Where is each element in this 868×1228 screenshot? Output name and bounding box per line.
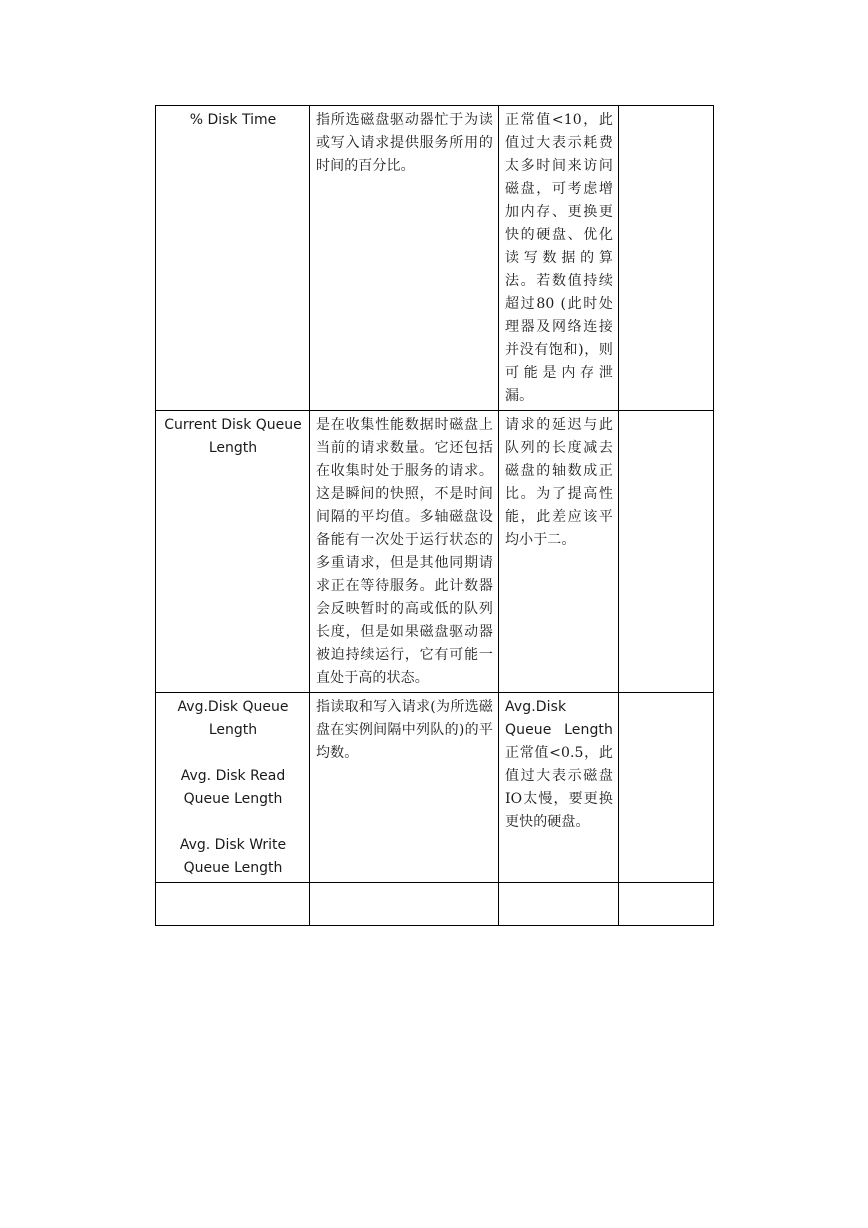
metric-name: Avg.Disk Queue Length xyxy=(177,699,289,738)
note-metric-name: Avg.Disk Queue Length xyxy=(505,699,613,738)
metric-name: Current Disk Queue Length xyxy=(164,417,302,456)
metric-name: % Disk Time xyxy=(189,112,277,128)
metric-cell xyxy=(156,411,310,693)
metric-cell xyxy=(156,883,310,926)
note-text: 正常值<0.5，此值过大表示磁盘IO太慢，要更换更快的硬盘。 xyxy=(505,745,613,830)
table-row xyxy=(156,693,714,883)
note-cell xyxy=(499,883,619,926)
extra-cell xyxy=(619,411,714,693)
metric-cell xyxy=(156,106,310,411)
note-cell: 正常值<10，此值过大表示耗费太多时间来访问磁盘，可考虑增加内存、更换更快的硬盘、优化读写数据的算法。若数值持续超过80 (此时处理器及网络连接并没有饱和)，则可能是内存泄漏。 xyxy=(499,106,619,411)
table-row xyxy=(156,411,714,693)
description-cell: 指读取和写入请求(为所选磁盘在实例间隔中列队的)的平均数。 xyxy=(310,693,499,883)
table-row xyxy=(156,106,714,411)
perf-counter-table xyxy=(155,105,714,926)
note-cell xyxy=(499,693,619,883)
metric-name: Avg. Disk Read Queue Length xyxy=(180,768,286,807)
description-cell: 是在收集性能数据时磁盘上当前的请求数量。它还包括在收集时处于服务的请求。这是瞬间的快照，不是时间间隔的平均值。多轴磁盘设备能有一次处于运行状态的多重请求，但是其他同期请求正在等待服务。此计数器会反映暂时的高或低的队列长度，但是如果磁盘驱动器被迫持续运行，它有可能一直处于高的状态。 xyxy=(310,411,499,693)
description-cell xyxy=(310,883,499,926)
note-cell: 请求的延迟与此队列的长度减去磁盘的轴数成正比。为了提高性能，此差应该平均小于二。 xyxy=(499,411,619,693)
extra-cell xyxy=(619,693,714,883)
extra-cell xyxy=(619,883,714,926)
description-cell: 指所选磁盘驱动器忙于为读或写入请求提供服务所用的时间的百分比。 xyxy=(310,106,499,411)
metric-name: Avg. Disk Write Queue Length xyxy=(179,837,287,876)
table-row xyxy=(156,883,714,926)
extra-cell xyxy=(619,106,714,411)
metric-cell xyxy=(156,693,310,883)
